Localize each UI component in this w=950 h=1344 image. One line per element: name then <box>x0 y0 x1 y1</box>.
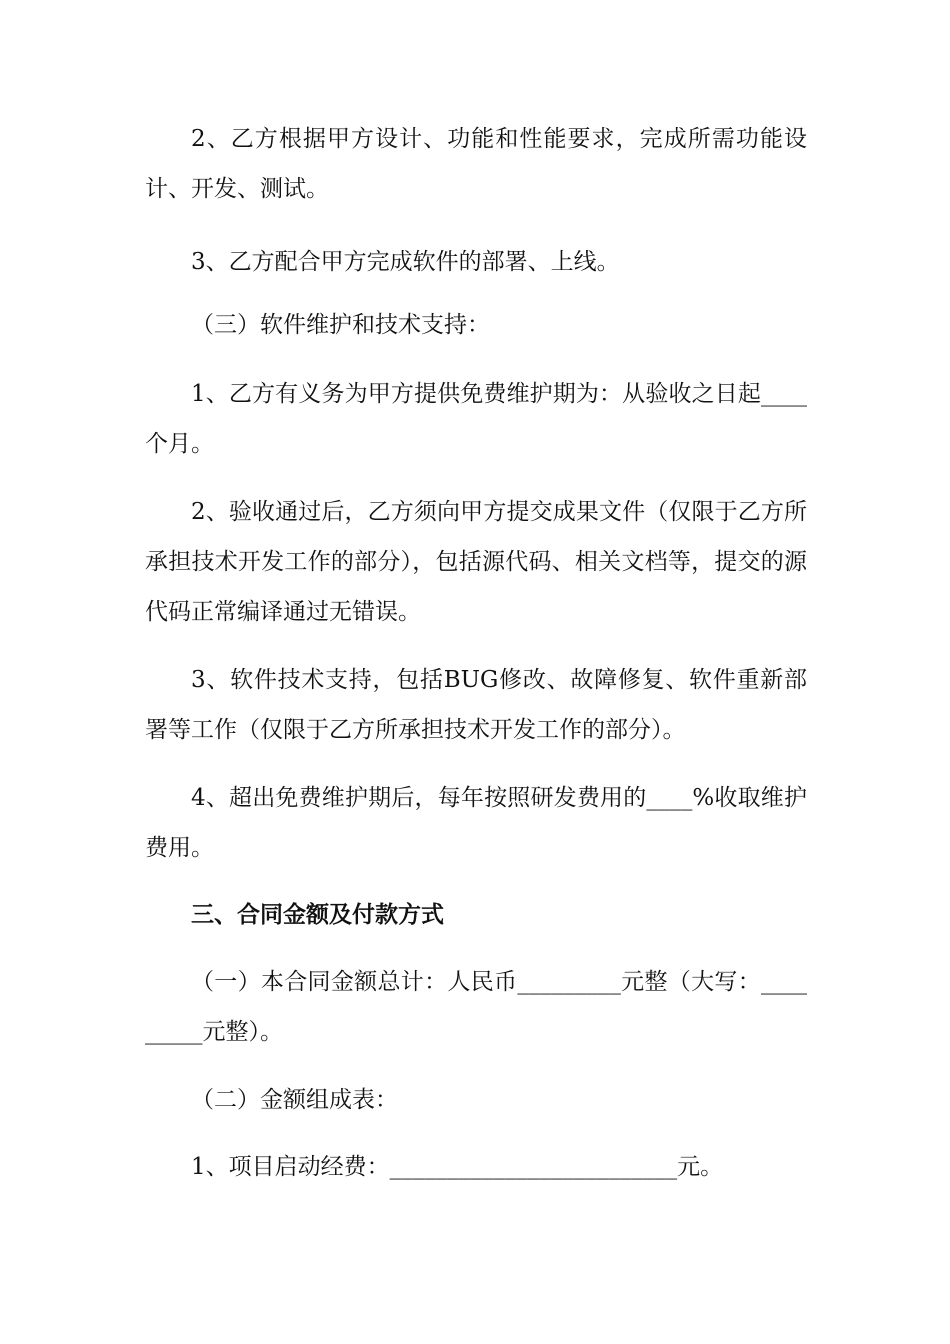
section-heading: 三、合同金额及付款方式 <box>191 902 444 928</box>
paragraph-free-maintenance: 1、乙方有义务为甲方提供免费维护期为：从验收之日起____个月。 <box>145 381 807 457</box>
paragraph-function-design: 2、乙方根据甲方设计、功能和性能要求，完成所需功能设计、开发、测试。 <box>145 126 807 202</box>
paragraph-tech-support: 3、软件技术支持，包括BUG修改、故障修复、软件重新部署等工作（仅限于乙方所承担技术开发工作的部分）。 <box>145 667 807 743</box>
paragraph-deliverables: 2、验收通过后，乙方须向甲方提交成果文件（仅限于乙方所承担技术开发工作的部分），包括源代码、相关文档等，提交的源代码正常编译通过无错误。 <box>145 499 807 625</box>
paragraph-amount-table: （二）金额组成表： <box>191 1087 398 1113</box>
paragraph-maintenance-fee: 4、超出免费维护期后，每年按照研发费用的____%收取维护费用。 <box>145 785 807 861</box>
paragraph-startup-fund: 1、项目启动经费：_________________________元。 <box>191 1154 724 1180</box>
paragraph-deployment: 3、乙方配合甲方完成软件的部署、上线。 <box>191 249 620 275</box>
paragraph-maintenance-title: （三）软件维护和技术支持： <box>191 312 490 338</box>
paragraph-contract-amount: （一）本合同金额总计：人民币_________元整（大写：_________元整）。 <box>145 969 807 1045</box>
